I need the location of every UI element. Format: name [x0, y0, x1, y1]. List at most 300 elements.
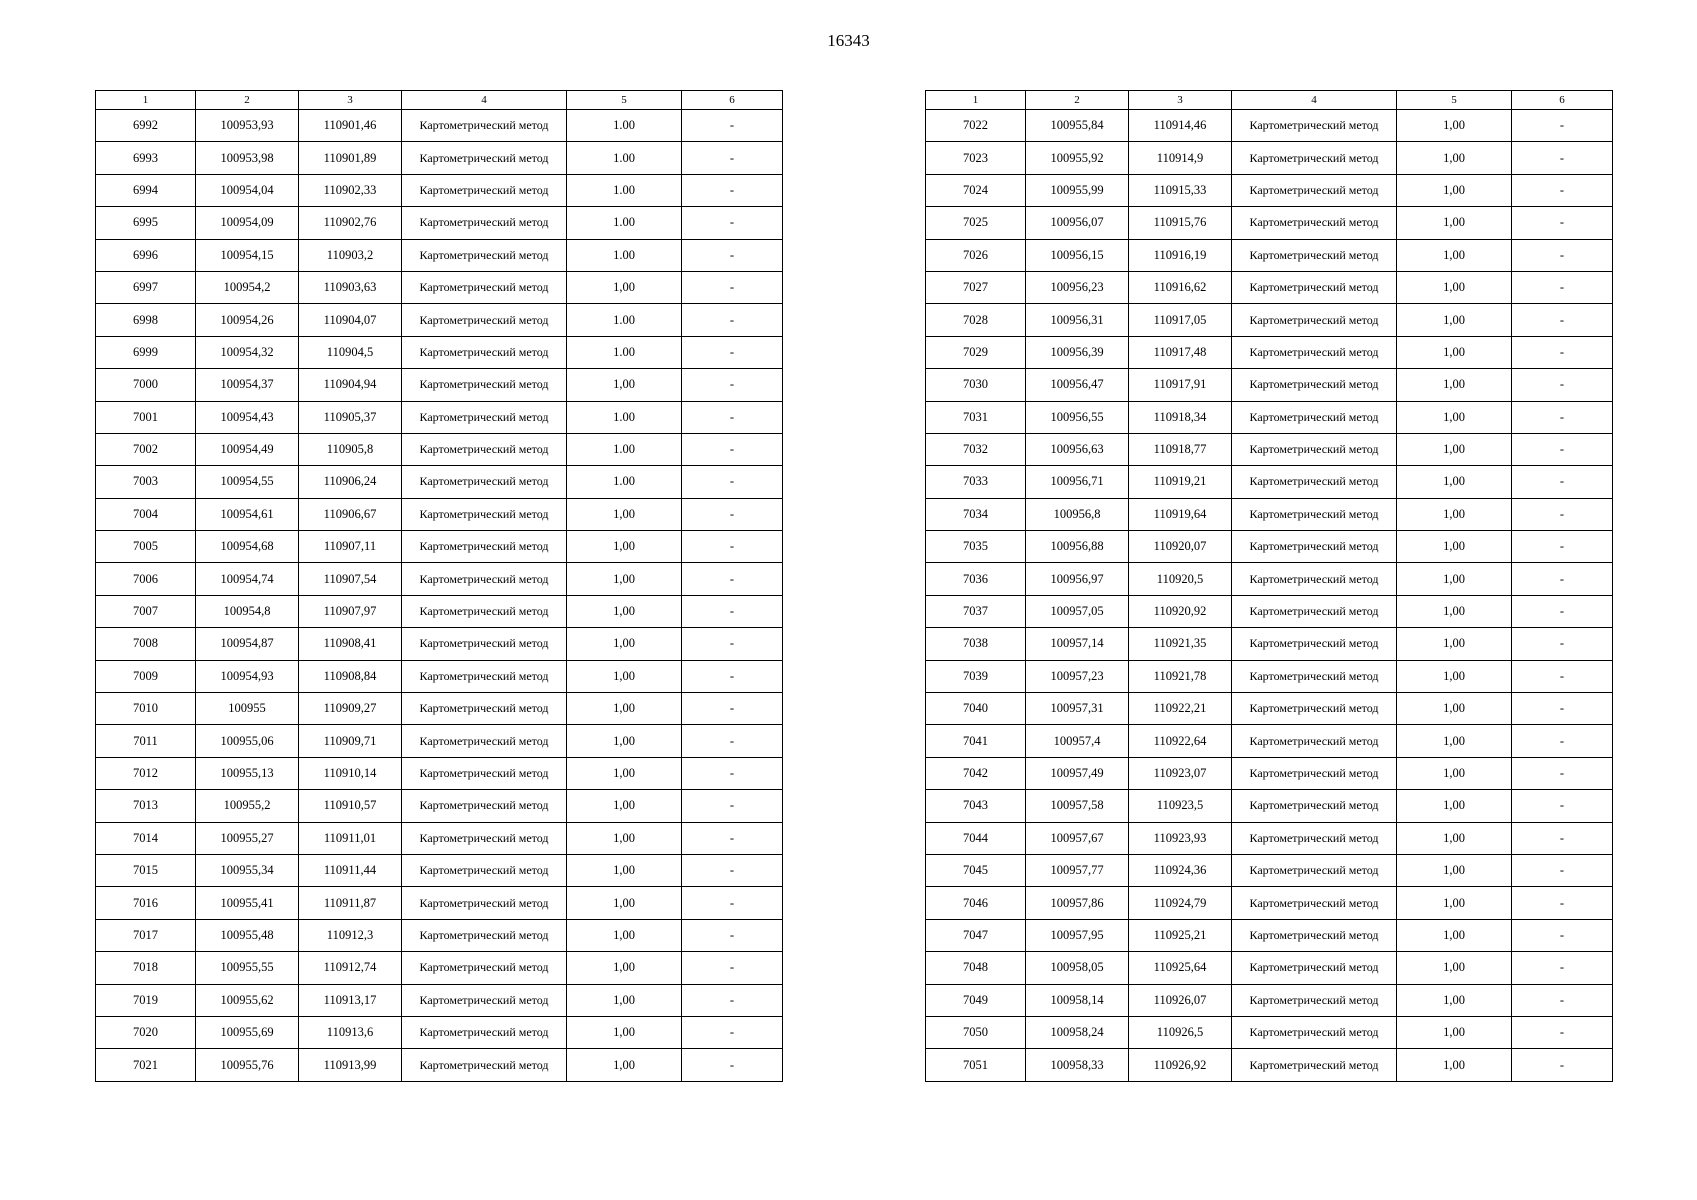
cell-col-3: 110917,48 — [1129, 336, 1232, 368]
cell-col-3: 110911,01 — [299, 822, 402, 854]
cell-col-2: 100954,2 — [196, 271, 299, 303]
cell-col-5: 1,00 — [1397, 304, 1512, 336]
cell-col-5: 1,00 — [567, 531, 682, 563]
cell-col-6: - — [682, 757, 783, 789]
cell-col-1: 7047 — [926, 919, 1026, 951]
column-header-2: 2 — [1026, 91, 1129, 110]
cell-col-6: - — [1512, 854, 1613, 886]
cell-col-3: 110909,27 — [299, 693, 402, 725]
table-row — [926, 433, 1613, 465]
cell-col-5: 1,00 — [1397, 984, 1512, 1016]
cell-col-5: 1.00 — [567, 336, 682, 368]
cell-col-6: - — [682, 919, 783, 951]
cell-col-4: Картометрический метод — [1232, 984, 1397, 1016]
cell-col-5: 1,00 — [1397, 401, 1512, 433]
cell-col-6: - — [682, 984, 783, 1016]
cell-col-3: 110920,07 — [1129, 531, 1232, 563]
cell-col-4: Картометрический метод — [1232, 822, 1397, 854]
cell-col-2: 100954,93 — [196, 660, 299, 692]
table-row — [96, 239, 783, 271]
cell-col-3: 110905,8 — [299, 433, 402, 465]
cell-col-3: 110905,37 — [299, 401, 402, 433]
cell-col-5: 1.00 — [567, 433, 682, 465]
table-row — [926, 822, 1613, 854]
cell-col-6: - — [1512, 466, 1613, 498]
cell-col-1: 6992 — [96, 110, 196, 142]
cell-col-1: 7034 — [926, 498, 1026, 530]
cell-col-1: 7011 — [96, 725, 196, 757]
cell-col-5: 1,00 — [1397, 595, 1512, 627]
cell-col-2: 100957,67 — [1026, 822, 1129, 854]
cell-col-1: 7008 — [96, 628, 196, 660]
cell-col-3: 110902,76 — [299, 207, 402, 239]
cell-col-1: 7040 — [926, 693, 1026, 725]
cell-col-1: 7042 — [926, 757, 1026, 789]
cell-col-4: Картометрический метод — [402, 757, 567, 789]
table-row — [96, 595, 783, 627]
cell-col-2: 100954,09 — [196, 207, 299, 239]
cell-col-6: - — [1512, 1016, 1613, 1048]
cell-col-5: 1,00 — [567, 919, 682, 951]
cell-col-5: 1,00 — [1397, 822, 1512, 854]
cell-col-2: 100954,32 — [196, 336, 299, 368]
cell-col-6: - — [1512, 336, 1613, 368]
cell-col-4: Картометрический метод — [1232, 531, 1397, 563]
cell-col-1: 6999 — [96, 336, 196, 368]
cell-col-1: 7017 — [96, 919, 196, 951]
cell-col-6: - — [1512, 563, 1613, 595]
cell-col-4: Картометрический метод — [1232, 239, 1397, 271]
cell-col-4: Картометрический метод — [402, 433, 567, 465]
cell-col-6: - — [682, 304, 783, 336]
cell-col-1: 7049 — [926, 984, 1026, 1016]
cell-col-5: 1,00 — [567, 725, 682, 757]
cell-col-2: 100956,07 — [1026, 207, 1129, 239]
cell-col-3: 110926,5 — [1129, 1016, 1232, 1048]
cell-col-5: 1.00 — [567, 174, 682, 206]
cell-col-5: 1,00 — [1397, 628, 1512, 660]
cell-col-2: 100953,93 — [196, 110, 299, 142]
cell-col-3: 110926,07 — [1129, 984, 1232, 1016]
page-number: 16343 — [827, 31, 870, 50]
cell-col-2: 100957,31 — [1026, 693, 1129, 725]
cell-col-4: Картометрический метод — [1232, 466, 1397, 498]
cell-col-4: Картометрический метод — [1232, 660, 1397, 692]
cell-col-6: - — [1512, 433, 1613, 465]
cell-col-6: - — [1512, 239, 1613, 271]
cell-col-5: 1,00 — [1397, 369, 1512, 401]
cell-col-6: - — [682, 110, 783, 142]
cell-col-1: 7030 — [926, 369, 1026, 401]
cell-col-3: 110912,74 — [299, 952, 402, 984]
table-header — [96, 91, 783, 110]
cell-col-4: Картометрический метод — [402, 466, 567, 498]
cell-col-2: 100957,95 — [1026, 919, 1129, 951]
cell-col-6: - — [1512, 271, 1613, 303]
cell-col-2: 100955,27 — [196, 822, 299, 854]
cell-col-3: 110925,21 — [1129, 919, 1232, 951]
cell-col-3: 110922,64 — [1129, 725, 1232, 757]
cell-col-3: 110915,76 — [1129, 207, 1232, 239]
cell-col-5: 1,00 — [1397, 174, 1512, 206]
table-row — [96, 919, 783, 951]
cell-col-6: - — [682, 433, 783, 465]
table-body — [926, 110, 1613, 1082]
column-header-2: 2 — [196, 91, 299, 110]
cell-col-3: 110923,93 — [1129, 822, 1232, 854]
column-header-3: 3 — [1129, 91, 1232, 110]
cell-col-4: Картометрический метод — [1232, 757, 1397, 789]
table-row — [96, 660, 783, 692]
table-row — [926, 369, 1613, 401]
cell-col-2: 100955,2 — [196, 790, 299, 822]
cell-col-6: - — [682, 207, 783, 239]
cell-col-2: 100956,97 — [1026, 563, 1129, 595]
cell-col-4: Картометрический метод — [1232, 369, 1397, 401]
cell-col-5: 1,00 — [567, 1049, 682, 1081]
cell-col-6: - — [682, 369, 783, 401]
table-row — [96, 401, 783, 433]
cell-col-5: 1,00 — [1397, 110, 1512, 142]
column-header-6: 6 — [1512, 91, 1613, 110]
cell-col-1: 7005 — [96, 531, 196, 563]
table-header — [926, 91, 1613, 110]
cell-col-6: - — [682, 725, 783, 757]
cell-col-3: 110925,64 — [1129, 952, 1232, 984]
cell-col-6: - — [682, 693, 783, 725]
table-row — [926, 919, 1613, 951]
cell-col-6: - — [1512, 757, 1613, 789]
cell-col-3: 110904,07 — [299, 304, 402, 336]
cell-col-3: 110921,78 — [1129, 660, 1232, 692]
cell-col-2: 100954,8 — [196, 595, 299, 627]
table-row — [96, 531, 783, 563]
cell-col-2: 100954,68 — [196, 531, 299, 563]
table-row — [926, 239, 1613, 271]
cell-col-5: 1,00 — [1397, 757, 1512, 789]
cell-col-4: Картометрический метод — [402, 336, 567, 368]
cell-col-1: 7036 — [926, 563, 1026, 595]
cell-col-4: Картометрический метод — [1232, 401, 1397, 433]
cell-col-1: 7006 — [96, 563, 196, 595]
cell-col-6: - — [1512, 790, 1613, 822]
cell-col-2: 100956,55 — [1026, 401, 1129, 433]
coordinates-table-left — [95, 90, 783, 1082]
cell-col-4: Картометрический метод — [402, 401, 567, 433]
table-row — [926, 401, 1613, 433]
cell-col-6: - — [682, 660, 783, 692]
cell-col-6: - — [1512, 531, 1613, 563]
table-row — [926, 304, 1613, 336]
cell-col-4: Картометрический метод — [1232, 887, 1397, 919]
cell-col-1: 7041 — [926, 725, 1026, 757]
table-row — [96, 466, 783, 498]
column-header-6: 6 — [682, 91, 783, 110]
cell-col-5: 1,00 — [567, 854, 682, 886]
table-row — [926, 498, 1613, 530]
cell-col-3: 110912,3 — [299, 919, 402, 951]
cell-col-2: 100956,71 — [1026, 466, 1129, 498]
cell-col-2: 100955,41 — [196, 887, 299, 919]
cell-col-6: - — [1512, 984, 1613, 1016]
cell-col-5: 1,00 — [567, 369, 682, 401]
cell-col-5: 1,00 — [1397, 919, 1512, 951]
cell-col-4: Картометрический метод — [402, 725, 567, 757]
cell-col-4: Картометрический метод — [402, 952, 567, 984]
cell-col-5: 1,00 — [1397, 1049, 1512, 1081]
cell-col-1: 7032 — [926, 433, 1026, 465]
cell-col-5: 1,00 — [1397, 693, 1512, 725]
table-row — [96, 887, 783, 919]
table-row — [926, 466, 1613, 498]
cell-col-1: 7019 — [96, 984, 196, 1016]
cell-col-5: 1,00 — [567, 498, 682, 530]
table-row — [926, 628, 1613, 660]
cell-col-1: 7021 — [96, 1049, 196, 1081]
cell-col-4: Картометрический метод — [402, 531, 567, 563]
table-row — [926, 336, 1613, 368]
cell-col-5: 1,00 — [1397, 854, 1512, 886]
cell-col-2: 100956,63 — [1026, 433, 1129, 465]
cell-col-1: 7046 — [926, 887, 1026, 919]
cell-col-6: - — [682, 1049, 783, 1081]
cell-col-2: 100956,88 — [1026, 531, 1129, 563]
cell-col-2: 100954,04 — [196, 174, 299, 206]
table-row — [926, 142, 1613, 174]
cell-col-1: 7022 — [926, 110, 1026, 142]
cell-col-2: 100953,98 — [196, 142, 299, 174]
table-row — [926, 660, 1613, 692]
cell-col-2: 100954,26 — [196, 304, 299, 336]
table-row — [96, 693, 783, 725]
cell-col-3: 110906,24 — [299, 466, 402, 498]
cell-col-3: 110919,64 — [1129, 498, 1232, 530]
cell-col-3: 110906,67 — [299, 498, 402, 530]
cell-col-4: Картометрический метод — [1232, 952, 1397, 984]
cell-col-5: 1,00 — [567, 271, 682, 303]
cell-col-2: 100955,99 — [1026, 174, 1129, 206]
table-row — [96, 725, 783, 757]
cell-col-6: - — [682, 239, 783, 271]
cell-col-4: Картометрический метод — [1232, 336, 1397, 368]
cell-col-2: 100955,92 — [1026, 142, 1129, 174]
cell-col-5: 1,00 — [567, 628, 682, 660]
cell-col-4: Картометрический метод — [402, 693, 567, 725]
cell-col-4: Картометрический метод — [1232, 110, 1397, 142]
cell-col-4: Картометрический метод — [402, 595, 567, 627]
cell-col-5: 1,00 — [567, 952, 682, 984]
cell-col-5: 1,00 — [567, 563, 682, 595]
cell-col-1: 6997 — [96, 271, 196, 303]
cell-col-4: Картометрический метод — [1232, 1016, 1397, 1048]
cell-col-1: 7015 — [96, 854, 196, 886]
table-row — [96, 1049, 783, 1081]
table-row — [926, 595, 1613, 627]
cell-col-2: 100954,37 — [196, 369, 299, 401]
cell-col-3: 110901,46 — [299, 110, 402, 142]
cell-col-1: 7028 — [926, 304, 1026, 336]
table-row — [96, 563, 783, 595]
cell-col-5: 1,00 — [1397, 466, 1512, 498]
cell-col-2: 100958,24 — [1026, 1016, 1129, 1048]
cell-col-4: Картометрический метод — [402, 660, 567, 692]
cell-col-6: - — [682, 563, 783, 595]
cell-col-3: 110910,57 — [299, 790, 402, 822]
cell-col-1: 7013 — [96, 790, 196, 822]
cell-col-4: Картометрический метод — [402, 304, 567, 336]
table-row — [926, 1049, 1613, 1081]
cell-col-3: 110907,11 — [299, 531, 402, 563]
cell-col-3: 110913,6 — [299, 1016, 402, 1048]
cell-col-4: Картометрический метод — [402, 142, 567, 174]
cell-col-4: Картометрический метод — [1232, 854, 1397, 886]
cell-col-3: 110911,44 — [299, 854, 402, 886]
cell-col-1: 7029 — [926, 336, 1026, 368]
table-row — [96, 984, 783, 1016]
cell-col-1: 6998 — [96, 304, 196, 336]
cell-col-6: - — [1512, 401, 1613, 433]
cell-col-4: Картометрический метод — [402, 369, 567, 401]
cell-col-6: - — [1512, 952, 1613, 984]
cell-col-5: 1,00 — [1397, 725, 1512, 757]
cell-col-6: - — [1512, 498, 1613, 530]
cell-col-2: 100957,58 — [1026, 790, 1129, 822]
cell-col-3: 110920,92 — [1129, 595, 1232, 627]
cell-col-4: Картометрический метод — [1232, 174, 1397, 206]
column-header-4: 4 — [402, 91, 567, 110]
cell-col-3: 110923,5 — [1129, 790, 1232, 822]
cell-col-2: 100955,13 — [196, 757, 299, 789]
cell-col-1: 7037 — [926, 595, 1026, 627]
cell-col-1: 7023 — [926, 142, 1026, 174]
coordinates-table-right — [925, 90, 1613, 1082]
cell-col-2: 100956,8 — [1026, 498, 1129, 530]
cell-col-5: 1.00 — [567, 142, 682, 174]
cell-col-3: 110908,41 — [299, 628, 402, 660]
column-header-5: 5 — [1397, 91, 1512, 110]
cell-col-1: 7044 — [926, 822, 1026, 854]
table-row — [96, 369, 783, 401]
cell-col-6: - — [1512, 887, 1613, 919]
cell-col-3: 110916,19 — [1129, 239, 1232, 271]
cell-col-3: 110904,5 — [299, 336, 402, 368]
cell-col-4: Картометрический метод — [402, 174, 567, 206]
cell-col-3: 110918,77 — [1129, 433, 1232, 465]
cell-col-3: 110903,63 — [299, 271, 402, 303]
table-row — [926, 271, 1613, 303]
table-row — [926, 952, 1613, 984]
cell-col-1: 6995 — [96, 207, 196, 239]
cell-col-4: Картометрический метод — [402, 207, 567, 239]
cell-col-6: - — [1512, 919, 1613, 951]
cell-col-1: 7045 — [926, 854, 1026, 886]
cell-col-1: 7010 — [96, 693, 196, 725]
table-row — [926, 790, 1613, 822]
table-row — [926, 984, 1613, 1016]
cell-col-5: 1,00 — [1397, 790, 1512, 822]
cell-col-6: - — [1512, 207, 1613, 239]
table-row — [96, 207, 783, 239]
cell-col-1: 7033 — [926, 466, 1026, 498]
cell-col-4: Картометрический метод — [402, 1016, 567, 1048]
cell-col-2: 100957,14 — [1026, 628, 1129, 660]
cell-col-1: 7018 — [96, 952, 196, 984]
cell-col-3: 110911,87 — [299, 887, 402, 919]
cell-col-5: 1,00 — [567, 595, 682, 627]
cell-col-3: 110917,91 — [1129, 369, 1232, 401]
cell-col-4: Картометрический метод — [1232, 628, 1397, 660]
cell-col-6: - — [682, 1016, 783, 1048]
cell-col-3: 110915,33 — [1129, 174, 1232, 206]
cell-col-1: 7009 — [96, 660, 196, 692]
cell-col-3: 110914,46 — [1129, 110, 1232, 142]
table-row — [926, 693, 1613, 725]
table-row — [926, 563, 1613, 595]
table-row — [96, 433, 783, 465]
cell-col-5: 1,00 — [1397, 563, 1512, 595]
cell-col-3: 110914,9 — [1129, 142, 1232, 174]
column-header-3: 3 — [299, 91, 402, 110]
cell-col-1: 7024 — [926, 174, 1026, 206]
cell-col-2: 100957,77 — [1026, 854, 1129, 886]
cell-col-3: 110926,92 — [1129, 1049, 1232, 1081]
cell-col-2: 100955 — [196, 693, 299, 725]
cell-col-2: 100955,34 — [196, 854, 299, 886]
cell-col-4: Картометрический метод — [402, 790, 567, 822]
cell-col-5: 1,00 — [1397, 142, 1512, 174]
cell-col-4: Картометрический метод — [1232, 725, 1397, 757]
cell-col-1: 7014 — [96, 822, 196, 854]
cell-col-1: 7031 — [926, 401, 1026, 433]
cell-col-5: 1,00 — [567, 660, 682, 692]
cell-col-4: Картометрический метод — [1232, 433, 1397, 465]
cell-col-6: - — [682, 271, 783, 303]
table-row — [96, 952, 783, 984]
cell-col-6: - — [1512, 110, 1613, 142]
cell-col-2: 100957,23 — [1026, 660, 1129, 692]
table-row — [96, 271, 783, 303]
table-row — [926, 854, 1613, 886]
cell-col-2: 100956,39 — [1026, 336, 1129, 368]
cell-col-5: 1.00 — [567, 239, 682, 271]
cell-col-2: 100955,69 — [196, 1016, 299, 1048]
cell-col-3: 110919,21 — [1129, 466, 1232, 498]
cell-col-1: 7035 — [926, 531, 1026, 563]
cell-col-4: Картометрический метод — [1232, 693, 1397, 725]
cell-col-5: 1.00 — [567, 401, 682, 433]
table-row — [96, 304, 783, 336]
table-row — [926, 174, 1613, 206]
table-row — [96, 142, 783, 174]
cell-col-1: 7020 — [96, 1016, 196, 1048]
cell-col-5: 1,00 — [1397, 1016, 1512, 1048]
cell-col-3: 110913,99 — [299, 1049, 402, 1081]
cell-col-4: Картометрический метод — [1232, 207, 1397, 239]
cell-col-6: - — [682, 531, 783, 563]
cell-col-1: 7016 — [96, 887, 196, 919]
cell-col-2: 100954,49 — [196, 433, 299, 465]
table-body — [96, 110, 783, 1082]
table-row — [926, 757, 1613, 789]
cell-col-6: - — [682, 790, 783, 822]
cell-col-2: 100957,05 — [1026, 595, 1129, 627]
cell-col-5: 1,00 — [1397, 207, 1512, 239]
cell-col-6: - — [682, 336, 783, 368]
column-header-5: 5 — [567, 91, 682, 110]
cell-col-4: Картометрический метод — [1232, 595, 1397, 627]
cell-col-1: 7007 — [96, 595, 196, 627]
cell-col-6: - — [682, 498, 783, 530]
